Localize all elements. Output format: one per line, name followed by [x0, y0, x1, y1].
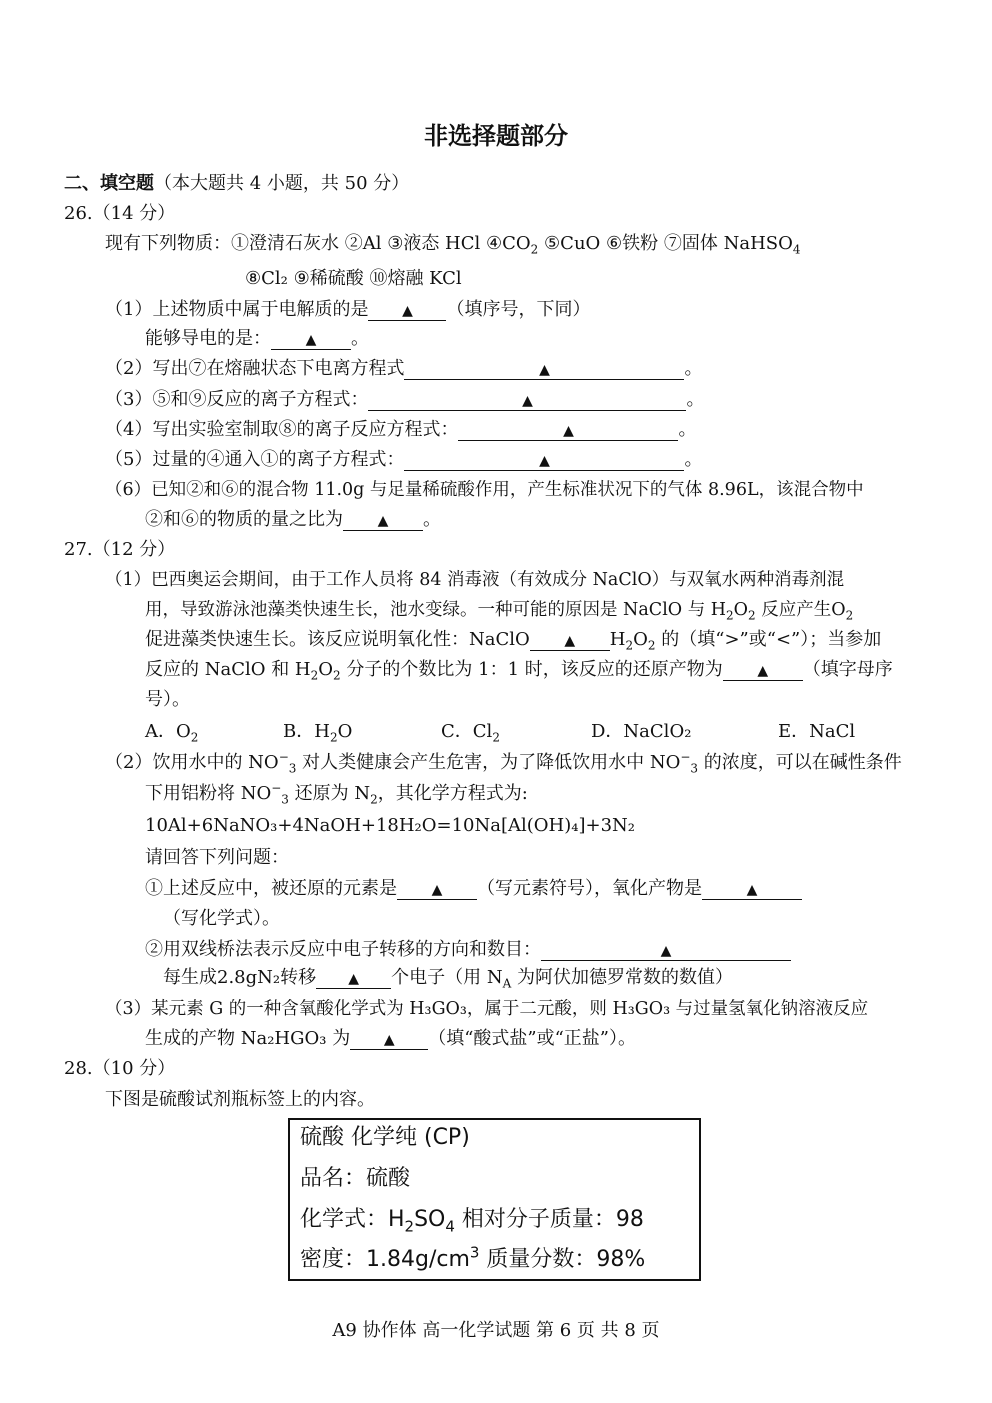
- q27-option-c: C．$Cl_2$: [441, 721, 500, 745]
- page-title: 非选择题部分: [424, 122, 568, 150]
- label-line3: 化学式：$H_2SO_4$ 相对分子质量：98: [300, 1207, 644, 1236]
- q26-part5: （5）过量的④通入①的离子方程式： ▲ 。: [105, 449, 703, 470]
- answer-blank[interactable]: [343, 510, 423, 531]
- q27-part1-line2: 用，导致游泳池藻类快速生长，池水变绿。一种可能的原因是 NaClO 与 $H_2O_2$ 反应产生$O_2$: [145, 600, 854, 623]
- q27-option-d: D．NaClO₂: [591, 721, 692, 742]
- q28-intro: 下图是硫酸试剂瓶标签上的内容。: [105, 1089, 375, 1110]
- q27-option-a: A．$O_2$: [145, 721, 199, 745]
- answer-blank[interactable]: [368, 300, 446, 321]
- q27-part1-line5: 号）。: [145, 689, 190, 710]
- blank-triangle-icon: ▲: [431, 882, 443, 898]
- q27-part1-line3: 促进藻类快速生长。该反应说明氧化性：NaClO ▲ $H_2O_2$ 的（填“>”或“<”）；当参加: [145, 629, 882, 653]
- answer-blank[interactable]: [702, 879, 802, 900]
- q26-intro-line1: 现有下列物质：①澄清石灰水 ②Al ③液态 HCl $④CO_2$ ⑤CuO ⑥铁粉 ⑦固体 NaHSO$_4$: [105, 233, 801, 257]
- answer-blank[interactable]: [271, 329, 351, 350]
- q26-part6-line1: （6）已知②和⑥的混合物 11.0g 与足量稀硫酸作用，产生标准状况下的气体 8.96L，该混合物中: [105, 480, 864, 500]
- answer-blank[interactable]: [350, 1029, 428, 1050]
- q27-sub1-line1: ①上述反应中，被还原的元素是 ▲ （写元素符号），氧化产物是 ▲: [145, 877, 802, 901]
- q27-sub1-line2: （写化学式）。: [163, 908, 280, 929]
- reagent-label: [288, 1118, 701, 1281]
- q27-part1-line4: 反应的 NaClO 和 $H_2O_2$ 分子的个数比为 1：1 时，该反应的还原产物为 ▲ （填字母序: [145, 659, 893, 683]
- q26-part1b: 能够导电的是： ▲ 。: [145, 328, 369, 349]
- label-line1: 硫酸 化学纯 (CP): [300, 1125, 470, 1150]
- answer-blank[interactable]: [541, 940, 791, 961]
- q27-sub3: 每生成2.8gN₂转移 ▲ 个电子（用 $N_A$ 为阿伏加德罗常数的数值）: [163, 967, 734, 991]
- blank-triangle-icon: ▲: [746, 882, 758, 898]
- q26-part3: （3）⑤和⑨反应的离子方程式： ▲ 。: [105, 389, 705, 410]
- answer-blank[interactable]: [723, 660, 803, 681]
- q27-ask: 请回答下列问题：: [145, 847, 289, 868]
- q26-intro-line2: ⑧Cl₂ ⑨稀硫酸 ⑩熔融 KCl: [245, 268, 462, 289]
- page-footer: A9 协作体 高一化学试题 第 6 页 共 8 页: [332, 1320, 660, 1341]
- answer-blank[interactable]: [316, 968, 391, 989]
- q27-part3-line1: （3）某元素 G 的一种含氧酸化学式为 H₃GO₃，属于二元酸，则 H₃GO₃ 与过量氢氧化钠溶液反应: [105, 999, 869, 1019]
- blank-triangle-icon: ▲: [348, 971, 360, 987]
- blank-triangle-icon: ▲: [539, 362, 550, 378]
- q27-part2-line1: （2）饮用水中的 $NO^-_3$ 对人类健康会产生危害，为了降低饮用水中 $NO^-_3$ 的浓度，可以在碱性条件: [105, 750, 902, 776]
- blank-triangle-icon: ▲: [377, 513, 389, 529]
- blank-triangle-icon: ▲: [305, 332, 317, 348]
- q27-sub2: ②用双线桥法表示反应中电子转移的方向和数目： ▲: [145, 938, 791, 962]
- blank-triangle-icon: ▲: [757, 663, 769, 679]
- q28-header: 28.（10 分）: [64, 1058, 176, 1079]
- blank-triangle-icon: ▲: [383, 1032, 395, 1048]
- answer-blank[interactable]: [530, 630, 610, 651]
- q27-option-b: B．$H_2O$: [283, 721, 353, 745]
- q26-part2: （2）写出⑦在熔融状态下电离方程式 ▲ 。: [105, 358, 703, 379]
- label-line2: 品名：硫酸: [300, 1166, 411, 1191]
- answer-blank[interactable]: [404, 450, 684, 471]
- q26-part6-line2: ②和⑥的物质的量之比为 ▲ 。: [145, 509, 441, 530]
- q26-part4: （4）写出实验室制取⑧的离子反应方程式： ▲ 。: [105, 419, 697, 440]
- blank-triangle-icon: ▲: [563, 423, 574, 439]
- blank-triangle-icon: ▲: [564, 633, 576, 649]
- section-tail: （本大题共 4 小题，共 50 分）: [154, 173, 410, 194]
- q26-header: 26.（14 分）: [64, 203, 176, 224]
- q27-equation: 10Al+6NaNO₃+4NaOH+18H₂O=10Na[Al(OH)₄]+3N₂: [145, 815, 636, 836]
- q27-header: 27.（12 分）: [64, 539, 176, 560]
- answer-blank[interactable]: [404, 359, 684, 380]
- q27-part3-line2: 生成的产物 Na₂HGO₃ 为 ▲ （填“酸式盐”或“正盐”）。: [145, 1028, 637, 1049]
- section-header: [64, 172, 409, 196]
- blank-triangle-icon: ▲: [522, 393, 533, 409]
- answer-blank[interactable]: [368, 390, 686, 411]
- answer-blank[interactable]: [397, 879, 477, 900]
- label-line4: 密度：$1.84g/cm^3$ 质量分数：98%: [300, 1243, 646, 1272]
- answer-blank[interactable]: [458, 420, 678, 441]
- blank-triangle-icon: ▲: [660, 943, 672, 959]
- blank-triangle-icon: ▲: [539, 453, 550, 469]
- section-head: 二、填空题: [64, 173, 154, 194]
- blank-triangle-icon: ▲: [402, 303, 413, 319]
- q27-option-e: E．NaCl: [778, 721, 856, 742]
- q27-part1-line1: （1）巴西奥运会期间，由于工作人员将 84 消毒液（有效成分 NaClO）与双氧水两种消毒剂混: [105, 570, 845, 590]
- q27-part2-line2: 下用铝粉将 $NO^-_3$ 还原为 $N_2$，其化学方程式为:: [145, 781, 528, 807]
- q26-part1: （1）上述物质中属于电解质的是 ▲ （填序号，下同）: [105, 299, 591, 320]
